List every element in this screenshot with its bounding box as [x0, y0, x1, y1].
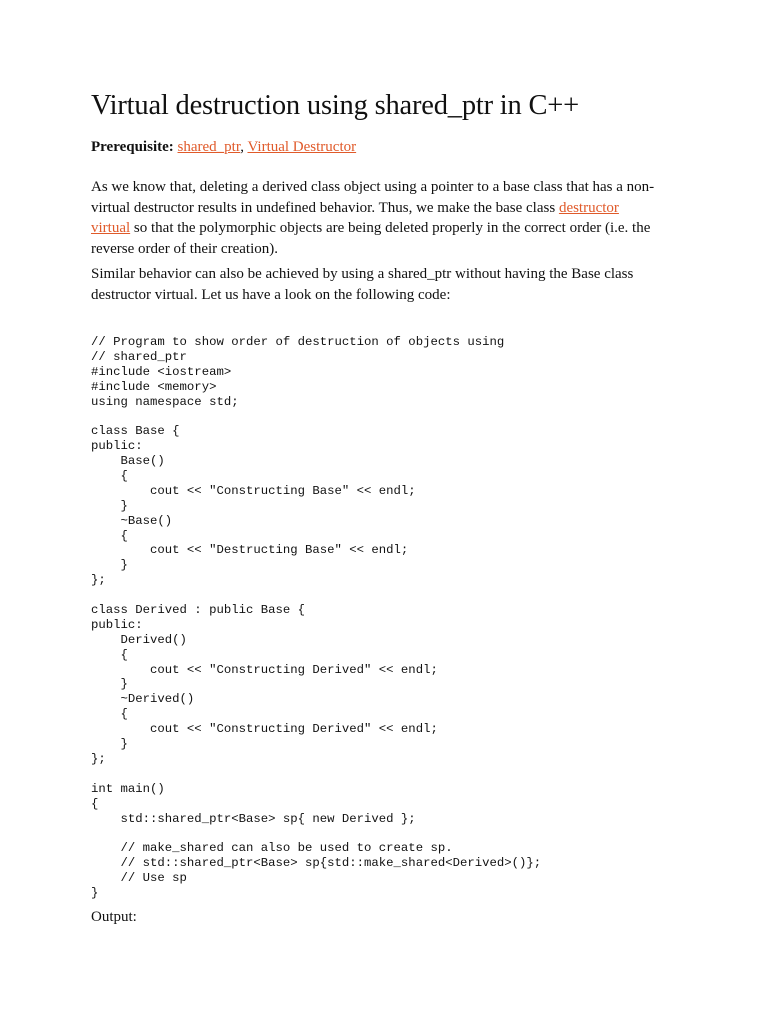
code-line: cout << "Constructing Derived" << endl; [91, 662, 438, 677]
paragraph-line: As we know that, deleting a derived class object using a pointer to a base class that has a non- [91, 179, 655, 195]
page-title: Virtual destruction using shared_ptr in C++ [91, 90, 580, 121]
prerequisite-line [91, 139, 356, 156]
code-line [91, 409, 541, 424]
code-line: { [91, 528, 128, 543]
code-line: ~Base() [91, 513, 173, 528]
code-line: // Program to show order of destruction of objects using [91, 335, 505, 349]
code-line: } [91, 558, 128, 573]
code-line: }; [91, 751, 106, 766]
code-line: cout << "Constructing Derived" << endl; [91, 722, 438, 737]
code-line: // shared_ptr [91, 349, 187, 364]
code-line: cout << "Constructing Base" << endl; [91, 483, 416, 498]
code-line: { [91, 707, 128, 722]
code-line: class Derived : public Base { [91, 603, 306, 618]
code-line: } [91, 677, 128, 692]
code-line: cout << "Destructing Base" << endl; [91, 543, 409, 558]
code-line: std::shared_ptr<Base> sp{ new Derived }; [91, 811, 416, 826]
code-line: class Base { [91, 424, 180, 439]
code-block [91, 335, 541, 901]
intro-paragraph [91, 177, 654, 259]
paragraph-text: so that the polymorphic objects are being deleted properly in the correct order (i.e. the [130, 220, 651, 236]
shared-ptr-link[interactable]: shared_ptr [177, 139, 241, 155]
paragraph-line [91, 198, 654, 219]
code-line [91, 588, 541, 603]
code-line: #include <memory> [91, 379, 217, 394]
prerequisite-separator: , [240, 139, 248, 155]
paragraph-text: virtual destructor results in undefined behavior. Thus, we make the base class [91, 199, 559, 216]
code-line: { [91, 469, 128, 484]
code-line: public: [91, 617, 143, 632]
code-line: // std::shared_ptr<Base> sp{std::make_shared<Derived>()}; [91, 856, 542, 871]
code-line: using namespace std; [91, 394, 239, 409]
destructor-link-continued[interactable]: virtual [91, 220, 131, 236]
output-label: Output: [91, 909, 137, 925]
code-line: ~Derived() [91, 692, 195, 707]
code-line [91, 826, 541, 841]
code-line: // make_shared can also be used to create sp. [91, 841, 453, 856]
code-line: }; [91, 573, 106, 588]
code-line: Derived() [91, 632, 187, 647]
virtual-destructor-link[interactable]: Virtual Destructor [247, 139, 357, 155]
paragraph-line [91, 218, 654, 239]
code-line: public: [91, 439, 143, 454]
code-line: #include <iostream> [91, 364, 232, 379]
paragraph-line: reverse order of their creation). [91, 240, 278, 257]
code-line: { [91, 647, 128, 662]
code-line: // Use sp [91, 871, 187, 886]
second-paragraph [91, 264, 633, 305]
code-line [91, 767, 541, 782]
code-line: } [91, 498, 128, 513]
destructor-link[interactable]: destructor [558, 199, 619, 216]
prerequisite-label: Prerequisite: [91, 139, 174, 155]
code-line: } [91, 737, 128, 752]
paragraph-line: destructor virtual. Let us have a look on the following code: [91, 286, 451, 303]
code-line: } [91, 885, 99, 900]
code-line: { [91, 796, 99, 811]
code-line: int main() [91, 781, 165, 796]
paragraph-line: Similar behavior can also be achieved by using a shared_ptr without having the Base class [91, 266, 634, 282]
code-line: Base() [91, 454, 165, 469]
